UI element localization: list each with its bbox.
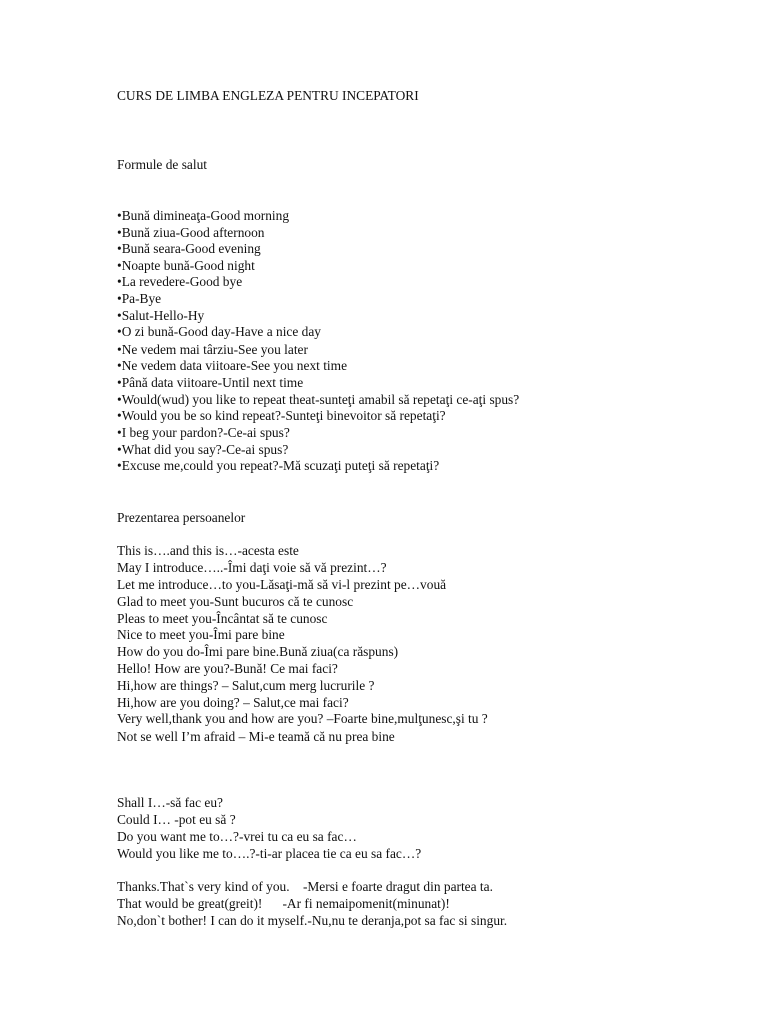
list-item: Pleas to meet you-Încântat să te cunosc xyxy=(117,611,328,626)
list-item: •Salut-Hello-Hy xyxy=(117,308,205,323)
section-heading-introductions: Prezentarea persoanelor xyxy=(117,510,246,525)
list-item: May I introduce…..-Îmi daţi voie să vă prezint…? xyxy=(117,560,387,575)
list-item: •Would(wud) you like to repeat theat-sunteţi amabil să repetaţi ce-aţi spus? xyxy=(117,392,520,407)
list-item: How do you do-Îmi pare bine.Bună ziua(ca răspuns) xyxy=(117,644,399,659)
list-item: •Noapte bună-Good night xyxy=(117,258,255,273)
list-item: No,don`t bother! I can do it myself.-Nu,nu te deranja,pot sa fac si singur. xyxy=(117,913,508,928)
list-item: Shall I…-să fac eu? xyxy=(117,795,223,810)
list-item: Thanks.That`s very kind of you. -Mersi e foarte dragut din partea ta. xyxy=(117,879,493,894)
list-item: •Ne vedem data viitoare-See you next time xyxy=(117,358,348,373)
list-item: •La revedere-Good bye xyxy=(117,274,243,289)
list-item: Hi,how are you doing? – Salut,ce mai faci? xyxy=(117,695,349,710)
list-item: Could I… -pot eu să ? xyxy=(117,812,236,827)
section-heading-greetings: Formule de salut xyxy=(117,157,208,172)
list-item: That would be great(greit)! -Ar fi nemaipomenit(minunat)! xyxy=(117,896,450,911)
list-item: •Would you be so kind repeat?-Sunteţi binevoitor să repetaţi? xyxy=(117,408,446,423)
list-item: •Pa-Bye xyxy=(117,291,162,306)
list-item: Not se well I’m afraid – Mi-e teamă că nu prea bine xyxy=(117,729,395,744)
list-item: Would you like me to….?-ti-ar placea tie ca eu sa fac…? xyxy=(117,846,422,861)
list-item: •Bună ziua-Good afternoon xyxy=(117,225,265,240)
list-item: •Până data viitoare-Until next time xyxy=(117,375,304,390)
list-item: •Ne vedem mai târziu-See you later xyxy=(117,342,308,357)
list-item: •I beg your pardon?-Ce-ai spus? xyxy=(117,425,290,440)
list-item: This is….and this is…-acesta este xyxy=(117,543,299,558)
list-item: Hello! How are you?-Bună! Ce mai faci? xyxy=(117,661,338,676)
list-item: Very well,thank you and how are you? –Foarte bine,mulţunesc,şi tu ? xyxy=(117,711,488,726)
list-item: •Bună dimineaţa-Good morning xyxy=(117,208,290,223)
list-item: Hi,how are things? – Salut,cum merg lucrurile ? xyxy=(117,678,375,693)
list-item: •O zi bună-Good day-Have a nice day xyxy=(117,324,321,339)
list-item: •Excuse me,could you repeat?-Mă scuzaţi puteţi să repetaţi? xyxy=(117,458,440,473)
list-item: •Bună seara-Good evening xyxy=(117,241,261,256)
list-item: Let me introduce…to you-Lăsaţi-mă să vi-l prezint pe…vouă xyxy=(117,577,447,592)
list-item: Do you want me to…?-vrei tu ca eu sa fac… xyxy=(117,829,357,844)
document-title: CURS DE LIMBA ENGLEZA PENTRU INCEPATORI xyxy=(117,88,419,103)
list-item: •What did you say?-Ce-ai spus? xyxy=(117,442,289,457)
list-item: Glad to meet you-Sunt bucuros că te cunosc xyxy=(117,594,354,609)
list-item: Nice to meet you-Îmi pare bine xyxy=(117,627,285,642)
